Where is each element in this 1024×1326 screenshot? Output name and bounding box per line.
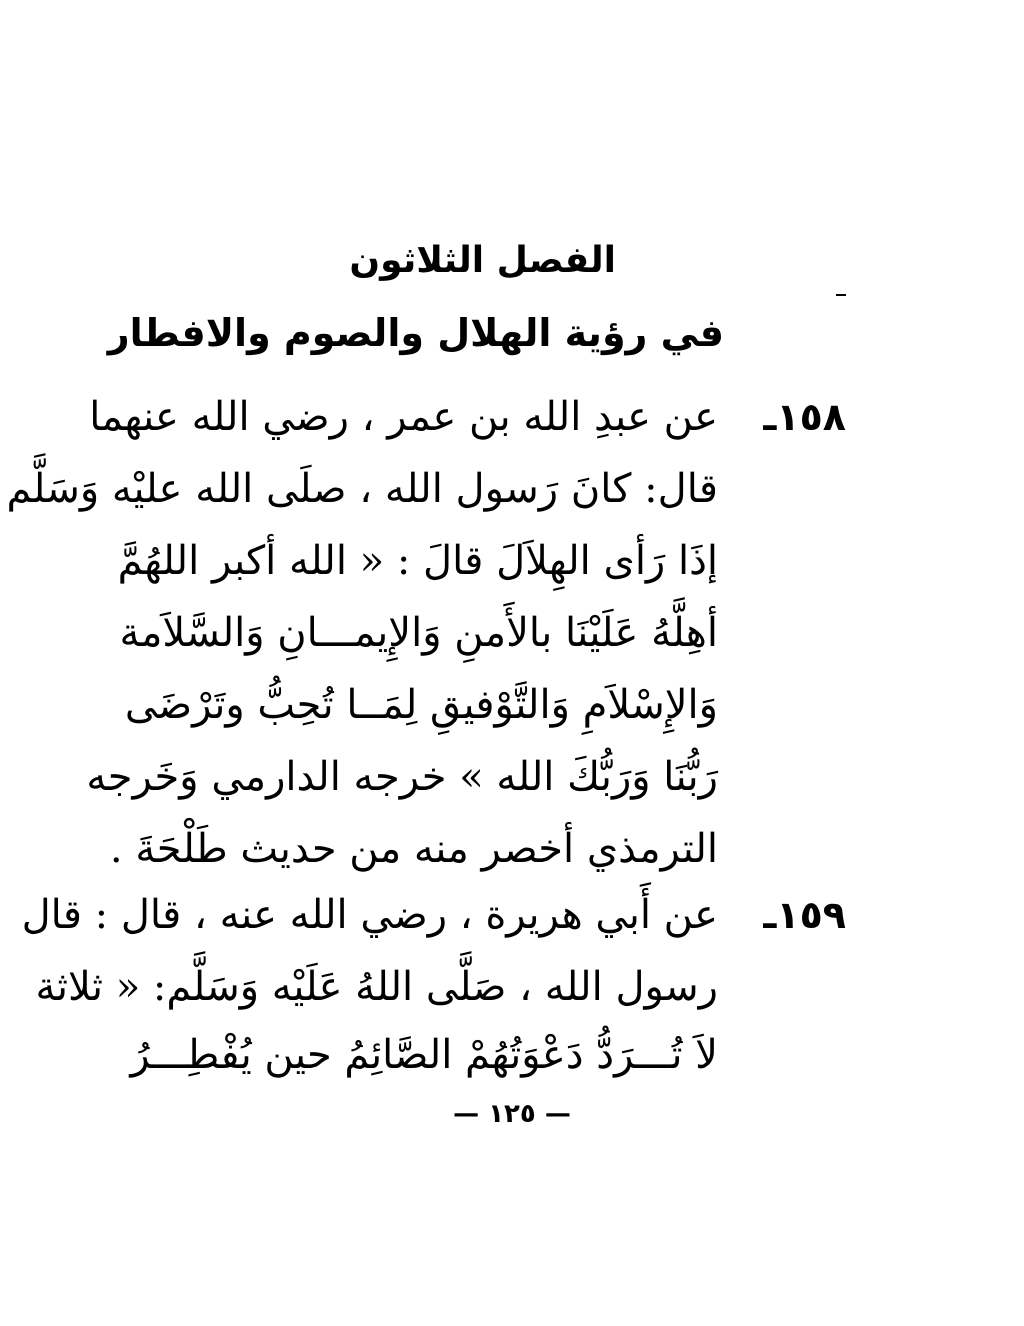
margin-mark (836, 294, 846, 296)
hadith-number: ١٥٩ـ (763, 893, 846, 937)
hadith-line: رسول الله ، صَلَّى اللهُ عَلَيْه وَسَلَّم: « ثلاثة (35, 964, 718, 1010)
hadith-line: عن عبدِ الله بن عمر ، رضي الله عنهما (89, 394, 718, 440)
hadith-line: قال: كانَ رَسول الله ، صلَى الله عليْه وَسَلَّم (6, 466, 718, 512)
hadith-line: عن أَبي هريرة ، رضي الله عنه ، قال : قال (21, 892, 718, 938)
hadith-line: رَبُّنَا وَرَبُّكَ الله » خرجه الدارمي وَخَرجه (86, 754, 718, 800)
hadith-line: الترمذي أخصر منه من حديث طَلْحَةَ . (109, 826, 718, 872)
hadith-number: ١٥٨ـ (763, 395, 846, 439)
page-number: — ١٢٥ — (453, 1099, 571, 1129)
hadith-line: لاَ تُـــرَدُّ دَعْوَتُهُمْ الصَّائِمُ حين يُفْطِـــرُ (130, 1032, 718, 1078)
chapter-subtitle: في رؤية الهلال والصوم والافطار (107, 311, 724, 355)
hadith-line: إذَا رَأى الهِلاَلَ قالَ : « الله أكبر اللهُمَّ (117, 538, 718, 584)
chapter-title: الفصل الثلاثون (349, 240, 616, 281)
hadith-line: أهِلَّهُ عَلَيْنَا بالأَمنِ وَالإِيمـــانِ وَالسَّلاَمة (119, 610, 718, 656)
hadith-line: وَالإِسْلاَمِ وَالتَّوْفيقِ لِمَــا تُحِبُّ وتَرْضَى (124, 682, 718, 728)
